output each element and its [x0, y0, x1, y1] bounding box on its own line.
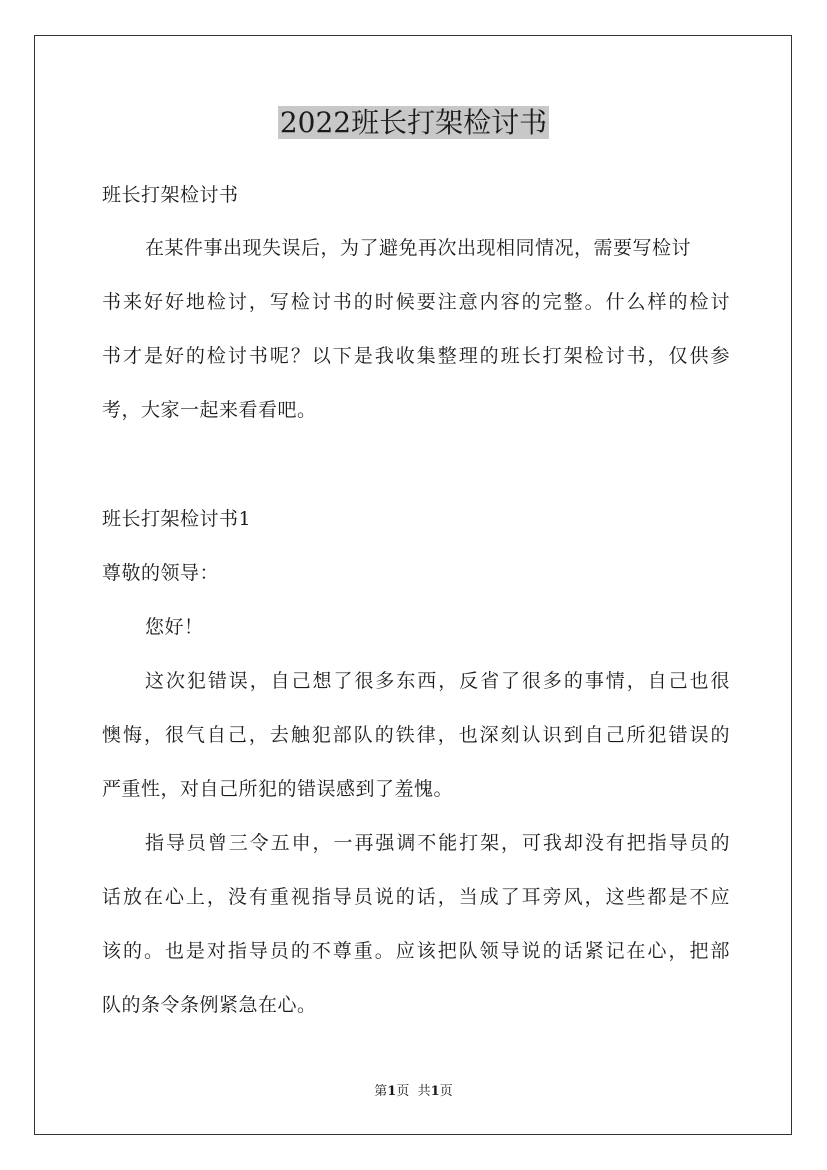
intro-line: 在某件事出现失误后，为了避免再次出现相同情况，需要写检讨	[145, 237, 692, 259]
salutation: 尊敬的领导：	[102, 562, 220, 584]
total-prefix: 共	[417, 1084, 431, 1099]
total-pages: 1	[430, 1084, 440, 1099]
page-prefix: 第	[374, 1084, 388, 1099]
section-heading: 班长打架检讨书1	[102, 508, 252, 530]
paragraph-line: 指导员曾三令五申，一再强调不能打架，可我却没有把指导员的	[145, 832, 730, 854]
document-title	[0, 103, 827, 143]
paragraph-line: 队的条令条例紧急在心。	[102, 994, 317, 1016]
document-subtitle: 班长打架检讨书	[102, 184, 239, 206]
paragraph-line: 这次犯错误，自己想了很多东西，反省了很多的事情，自己也很	[145, 670, 730, 692]
page-footer	[0, 1083, 827, 1101]
page-number: 1	[387, 1084, 397, 1099]
intro-line: 考，大家一起来看看吧。	[102, 399, 317, 421]
paragraph-line: 严重性，对自己所犯的错误感到了羞愧。	[102, 778, 454, 800]
paragraph-line: 话放在心上，没有重视指导员说的话，当成了耳旁风，这些都是不应	[102, 886, 730, 908]
page-suffix: 页	[396, 1084, 410, 1099]
greeting: 您好！	[145, 616, 204, 638]
total-suffix: 页	[439, 1084, 453, 1099]
document-title-text: 2022班长打架检讨书	[279, 106, 548, 139]
paragraph-line: 懊悔，很气自己，去触犯部队的铁律，也深刻认识到自己所犯错误的	[102, 724, 730, 746]
intro-line: 书来好好地检讨，写检讨书的时候要注意内容的完整。什么样的检讨	[102, 291, 730, 313]
intro-line: 书才是好的检讨书呢？以下是我收集整理的班长打架检讨书，仅供参	[102, 345, 730, 367]
paragraph-line: 该的。也是对指导员的不尊重。应该把队领导说的话紧记在心，把部	[102, 940, 730, 962]
